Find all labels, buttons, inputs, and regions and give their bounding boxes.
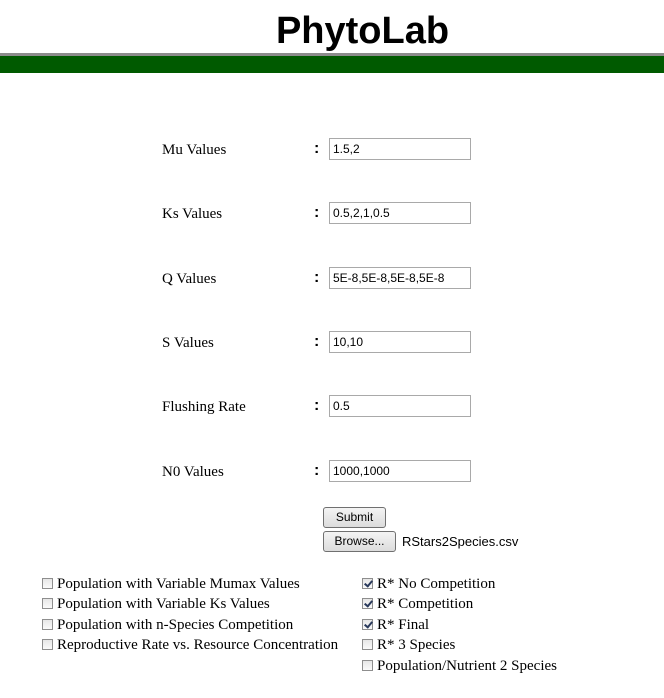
form-row-n0 [0, 460, 664, 484]
checkbox-label: R* Competition [377, 596, 474, 612]
form-row-ks [0, 202, 664, 226]
checkbox[interactable] [42, 619, 53, 630]
checkbox-label: Population/Nutrient 2 Species [377, 658, 557, 674]
q-values-input[interactable] [329, 267, 471, 289]
checkbox[interactable] [362, 598, 373, 609]
form-row-q [0, 267, 664, 291]
checkbox[interactable] [362, 619, 373, 630]
page-title: PhytoLab [275, 10, 450, 52]
mu-values-label: Mu Values [162, 142, 227, 158]
n0-values-colon: : [314, 462, 320, 479]
checkbox-label: Population with Variable Mumax Values [57, 576, 300, 592]
checkbox-label: Population with Variable Ks Values [57, 596, 270, 612]
checkbox-label: Reproductive Rate vs. Resource Concentration [57, 637, 339, 653]
mu-values-input[interactable] [329, 138, 471, 160]
s-values-label: S Values [162, 335, 214, 351]
submit-button[interactable]: Submit [323, 507, 386, 528]
form-row-s [0, 331, 664, 355]
checkbox[interactable] [362, 639, 373, 650]
form-row-flushing [0, 395, 664, 419]
n0-values-input[interactable] [329, 460, 471, 482]
q-values-colon: : [314, 269, 320, 286]
ks-values-input[interactable] [329, 202, 471, 224]
flushing-rate-label: Flushing Rate [162, 399, 246, 415]
flushing-rate-colon: : [314, 397, 320, 414]
ks-values-colon: : [314, 204, 320, 221]
checkbox[interactable] [42, 578, 53, 589]
checkbox-label: Population with n-Species Competition [57, 617, 294, 633]
browse-button[interactable]: Browse... [323, 531, 396, 552]
s-values-input[interactable] [329, 331, 471, 353]
n0-values-label: N0 Values [162, 464, 224, 480]
checkbox[interactable] [42, 639, 53, 650]
ks-values-label: Ks Values [162, 206, 223, 222]
mu-values-colon: : [314, 140, 320, 157]
checkbox-label: R* Final [377, 617, 430, 633]
checkbox-label: R* No Competition [377, 576, 496, 592]
header-rule-green [0, 56, 664, 73]
checkbox[interactable] [42, 598, 53, 609]
checkbox[interactable] [362, 578, 373, 589]
q-values-label: Q Values [162, 271, 217, 287]
checkbox-label: R* 3 Species [377, 637, 456, 653]
checkbox[interactable] [362, 660, 373, 671]
selected-file-name: RStars2Species.csv [402, 534, 519, 549]
form-row-mu [0, 138, 664, 162]
flushing-rate-input[interactable] [329, 395, 471, 417]
s-values-colon: : [314, 333, 320, 350]
